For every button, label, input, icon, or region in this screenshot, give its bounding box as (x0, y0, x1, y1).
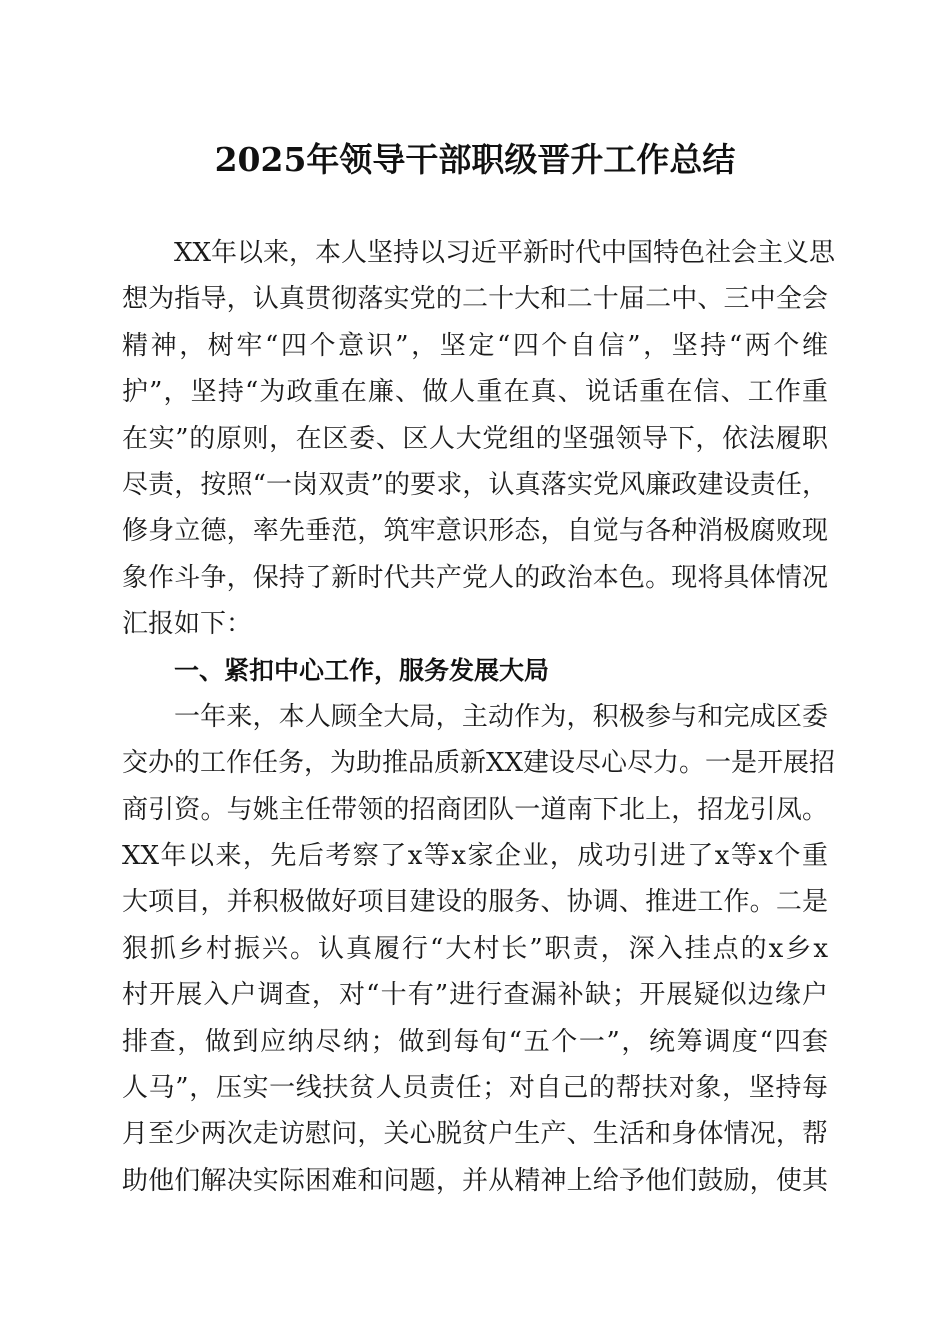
document-title: 2025年领导干部职级晋升工作总结 (214, 140, 736, 179)
paragraph-line: 人马”，压实一线扶贫人员责任；对自己的帮扶对象，坚持每 (122, 1073, 828, 1104)
paragraph-line: 商引资。与姚主任带领的招商团队一道南下北上，招龙引凤。 (122, 794, 828, 825)
paragraph-line: 大项目，并积极做好项目建设的服务、协调、推进工作。二是 (122, 887, 828, 918)
paragraph-line: 汇报如下： (122, 609, 253, 640)
paragraph-line: XX年以来，先后考察了x等x家企业，成功引进了x等x个重 (122, 841, 828, 872)
paragraph-line: 排查，做到应纳尽纳；做到每旬“五个一”，统筹调度“四套 (122, 1026, 828, 1057)
document-body (122, 230, 836, 1204)
paragraph-line: XX年以来，本人坚持以习近平新时代中国特色社会主义思 (174, 238, 836, 268)
section-heading: 一、紧扣中心工作，服务发展大局 (174, 655, 550, 685)
paragraph-line: 助他们解决实际困难和问题，并从精神上给予他们鼓励，使其 (122, 1165, 828, 1196)
paragraph-line: 村开展入户调查，对“十有”进行查漏补缺；开展疑似边缘户 (122, 980, 828, 1011)
paragraph-line: 精神，树牢“四个意识”，坚定“四个自信”，坚持“两个维 (122, 330, 828, 361)
paragraph-line: 一年来，本人顾全大局，主动作为，积极参与和完成区委 (174, 701, 828, 732)
paragraph-line: 护”，坚持“为政重在廉、做人重在真、说话重在信、工作重 (122, 377, 828, 408)
paragraph-line: 修身立德，率先垂范，筑牢意识形态，自觉与各种消极腐败现 (122, 516, 828, 547)
paragraph-line: 想为指导，认真贯彻落实党的二十大和二十届二中、三中全会 (122, 284, 828, 315)
paragraph-line: 象作斗争，保持了新时代共产党人的政治本色。现将具体情况 (122, 562, 828, 593)
paragraph-line: 月至少两次走访慰问，关心脱贫户生产、生活和身体情况，帮 (122, 1119, 828, 1150)
paragraph-line: 在实”的原则，在区委、区人大党组的坚强领导下，依法履职 (122, 423, 828, 454)
paragraph-line: 交办的工作任务，为助推品质新XX建设尽心尽力。一是开展招 (122, 748, 836, 779)
paragraph-line: 尽责，按照“一岗双责”的要求，认真落实党风廉政建设责任， (122, 469, 828, 500)
paragraph-line: 狠抓乡村振兴。认真履行“大村长”职责，深入挂点的x乡x (122, 933, 828, 964)
